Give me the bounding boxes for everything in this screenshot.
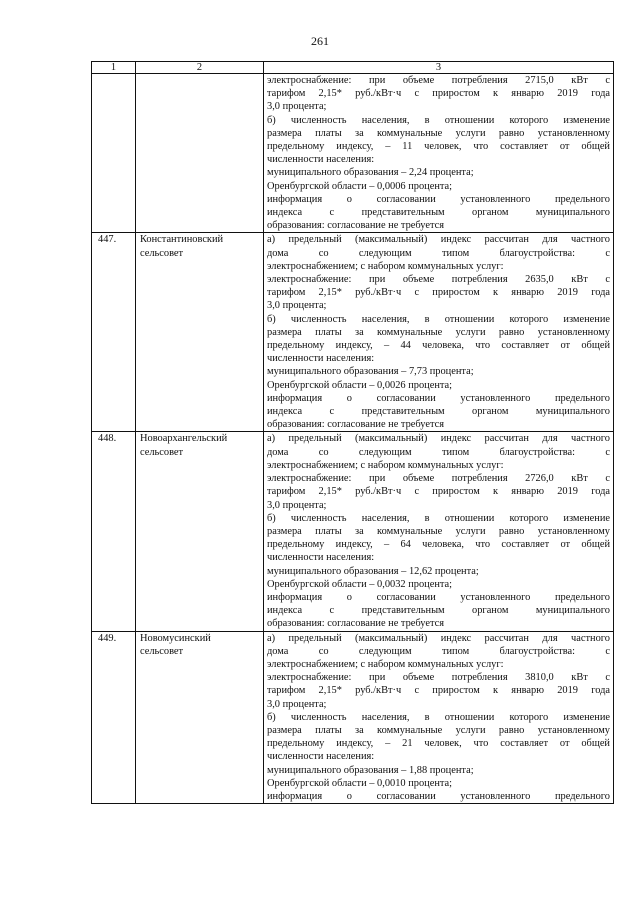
- municipality-name-line: сельсовет: [140, 446, 184, 458]
- description-line: информация о согласовании установленного предельного: [267, 591, 610, 603]
- description-line: предельному индексу, – 64 человека, что составляет от общей: [267, 539, 610, 551]
- description-line: индекса с представительным органом муниципального: [267, 207, 610, 219]
- description-line: размера платы за коммунальные услуги равно установленному: [267, 525, 610, 537]
- municipality-name-cell: [136, 233, 264, 432]
- index-description-cell: [264, 432, 614, 631]
- description-line: б) численность населения, в отношении которого изменение: [267, 313, 610, 325]
- description-line: образования: согласование не требуется: [267, 419, 445, 431]
- description-line: электроснабжение: при объеме потребления 2635,0 кВт с: [267, 274, 610, 286]
- row-number-cell: [92, 631, 136, 804]
- description-line: тарифом 2,15* руб./кВт·ч с приростом к январю 2019 года: [267, 287, 610, 299]
- row-number: 448.: [98, 433, 117, 445]
- table-row: [92, 233, 614, 432]
- table-body: [92, 74, 614, 804]
- row-number: 449.: [98, 632, 117, 644]
- municipality-name-line: сельсовет: [140, 247, 184, 259]
- description-line: а) предельный (максимальный) индекс рассчитан для частного: [267, 433, 610, 445]
- description-line: тарифом 2,15* руб./кВт·ч с приростом к январю 2019 года: [267, 486, 610, 498]
- description-line: 3,0 процента;: [267, 300, 327, 312]
- description-line: а) предельный (максимальный) индекс рассчитан для частного: [267, 632, 610, 644]
- description-line: предельному индексу, – 11 человек, что составляет от общей: [267, 141, 610, 153]
- description-line: муниципального образования – 12,62 процента;: [267, 565, 479, 577]
- description-line: Оренбургской области – 0,0006 процента;: [267, 180, 453, 192]
- description-line: муниципального образования – 7,73 процента;: [267, 366, 474, 378]
- description-line: Оренбургской области – 0,0010 процента;: [267, 777, 453, 789]
- description-line: 3,0 процента;: [267, 499, 327, 511]
- municipality-name-cell: [136, 432, 264, 631]
- description-line: дома со следующим типом благоустройства: с: [267, 446, 610, 458]
- description-line: Оренбургской области – 0,0032 процента;: [267, 578, 453, 590]
- description-line: информация о согласовании установленного предельного: [267, 392, 610, 404]
- municipality-name-cell: [136, 74, 264, 233]
- description-line: Оренбургской области – 0,0026 процента;: [267, 379, 453, 391]
- description-line: тарифом 2,15* руб./кВт·ч с приростом к январю 2019 года: [267, 88, 610, 100]
- description-line: электроснабжение: при объеме потребления 3810,0 кВт с: [267, 672, 610, 684]
- description-line: 3,0 процента;: [267, 101, 327, 113]
- description-line: электроснабжением; с набором коммунальных услуг:: [267, 260, 504, 272]
- table-row: [92, 631, 614, 804]
- table-row: [92, 74, 614, 233]
- description-line: муниципального образования – 2,24 процента;: [267, 167, 474, 179]
- description-line: численности населения:: [267, 751, 375, 763]
- index-description-cell: [264, 233, 614, 432]
- row-number-cell: [92, 74, 136, 233]
- column-header-3: 3: [264, 62, 614, 74]
- column-header-1: 1: [92, 62, 136, 74]
- description-line: электроснабжение: при объеме потребления 2726,0 кВт с: [267, 473, 610, 485]
- table-row: [92, 432, 614, 631]
- municipality-name-cell: [136, 631, 264, 804]
- description-line: образования: согласование не требуется: [267, 618, 445, 630]
- description-line: электроснабжением; с набором коммунальных услуг:: [267, 658, 504, 670]
- description-line: 3,0 процента;: [267, 698, 327, 710]
- description-line: дома со следующим типом благоустройства: с: [267, 247, 610, 259]
- description-line: размера платы за коммунальные услуги равно установленному: [267, 326, 610, 338]
- row-number-cell: [92, 432, 136, 631]
- page-number: 261: [311, 34, 329, 48]
- municipality-name-line: Новоархангельский: [140, 433, 228, 445]
- description-line: электроснабжение: при объеме потребления 2715,0 кВт с: [267, 75, 610, 86]
- description-line: информация о согласовании установленного предельного: [267, 193, 610, 205]
- document-table: [91, 61, 614, 804]
- row-number-cell: [92, 233, 136, 432]
- column-header-2: 2: [136, 62, 264, 74]
- description-line: численности населения:: [267, 353, 375, 365]
- row-number: 447.: [98, 234, 117, 246]
- description-line: индекса с представительным органом муниципального: [267, 605, 610, 617]
- description-line: дома со следующим типом благоустройства: с: [267, 645, 610, 657]
- description-line: а) предельный (максимальный) индекс рассчитан для частного: [267, 234, 610, 246]
- index-description-cell: [264, 631, 614, 804]
- description-line: образования: согласование не требуется: [267, 220, 445, 232]
- municipality-name-line: Константиновский: [140, 234, 224, 246]
- description-line: тарифом 2,15* руб./кВт·ч с приростом к январю 2019 года: [267, 685, 610, 697]
- table-header-row: [92, 62, 614, 74]
- description-line: размера платы за коммунальные услуги равно установленному: [267, 724, 610, 736]
- index-description-cell: [264, 74, 614, 233]
- description-line: электроснабжением; с набором коммунальных услуг:: [267, 459, 504, 471]
- description-line: б) численность населения, в отношении которого изменение: [267, 711, 610, 723]
- description-line: предельному индексу, – 21 человек, что составляет от общей: [267, 738, 610, 750]
- description-line: муниципального образования – 1,88 процента;: [267, 764, 474, 776]
- description-line: предельному индексу, – 44 человека, что составляет от общей: [267, 340, 610, 352]
- municipality-name-line: Новомусинский: [140, 632, 211, 644]
- description-line: б) численность населения, в отношении которого изменение: [267, 512, 610, 524]
- description-line: численности населения:: [267, 552, 375, 564]
- description-line: индекса с представительным органом муниципального: [267, 406, 610, 418]
- description-line: информация о согласовании установленного предельного: [267, 790, 610, 802]
- municipality-name-line: сельсовет: [140, 645, 184, 657]
- description-line: численности населения:: [267, 154, 375, 166]
- description-line: размера платы за коммунальные услуги равно установленному: [267, 127, 610, 139]
- description-line: б) численность населения, в отношении которого изменение: [267, 114, 610, 126]
